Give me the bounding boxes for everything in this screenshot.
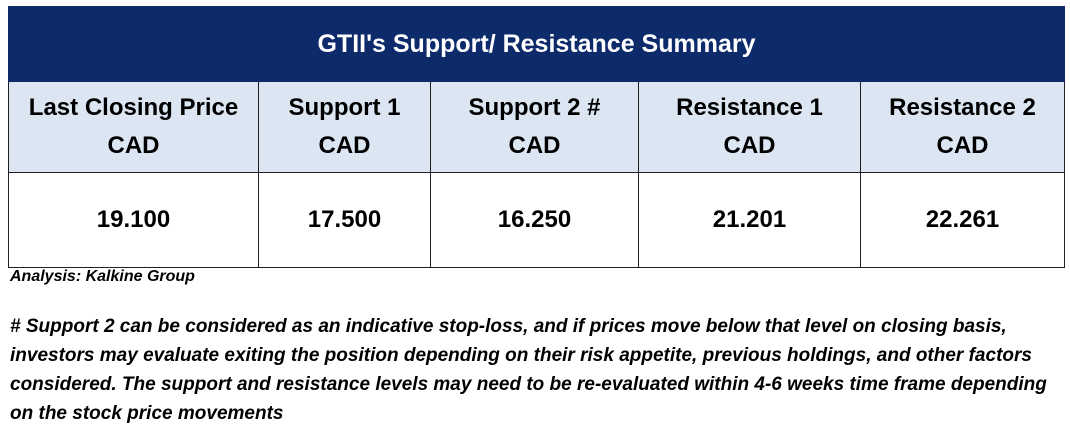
header-unit: CAD — [936, 132, 989, 159]
support-resistance-table-container — [8, 6, 1064, 268]
value-resistance-1: 21.201 — [639, 173, 861, 268]
value-support-2: 16.250 — [431, 173, 639, 268]
header-label: Support 2 # — [468, 94, 601, 121]
value-resistance-2: 22.261 — [861, 173, 1065, 268]
header-row — [9, 82, 1065, 173]
header-unit: CAD — [508, 132, 561, 159]
header-resistance-1 — [639, 82, 861, 173]
header-support-1 — [259, 82, 431, 173]
support-resistance-table — [8, 6, 1065, 268]
analysis-source: Analysis: Kalkine Group — [10, 268, 195, 285]
header-label: Resistance 2 — [889, 94, 1036, 121]
disclaimer-note: # Support 2 can be considered as an indicative stop-loss, and if prices move below that level on closing basis, investors may evaluate exiting the position depending on their risk appetite, previous holdings, and other factors considered. The support and resistance levels may need to be re-evaluated within 4-6 weeks time frame depending on the stock price movements — [10, 316, 1047, 424]
header-resistance-2 — [861, 82, 1065, 173]
value-support-1: 17.500 — [259, 173, 431, 268]
header-label: Resistance 1 — [676, 94, 823, 121]
value-row — [9, 173, 1065, 268]
header-last-closing-price — [9, 82, 259, 173]
table-title: GTII's Support/ Resistance Summary — [9, 7, 1065, 82]
header-unit: CAD — [723, 132, 776, 159]
header-unit: CAD — [107, 132, 160, 159]
header-support-2 — [431, 82, 639, 173]
header-label: Last Closing Price — [28, 94, 239, 121]
header-label: Support 1 — [288, 94, 401, 121]
value-last-closing-price: 19.100 — [9, 173, 259, 268]
title-row — [9, 7, 1065, 82]
header-unit: CAD — [318, 132, 371, 159]
